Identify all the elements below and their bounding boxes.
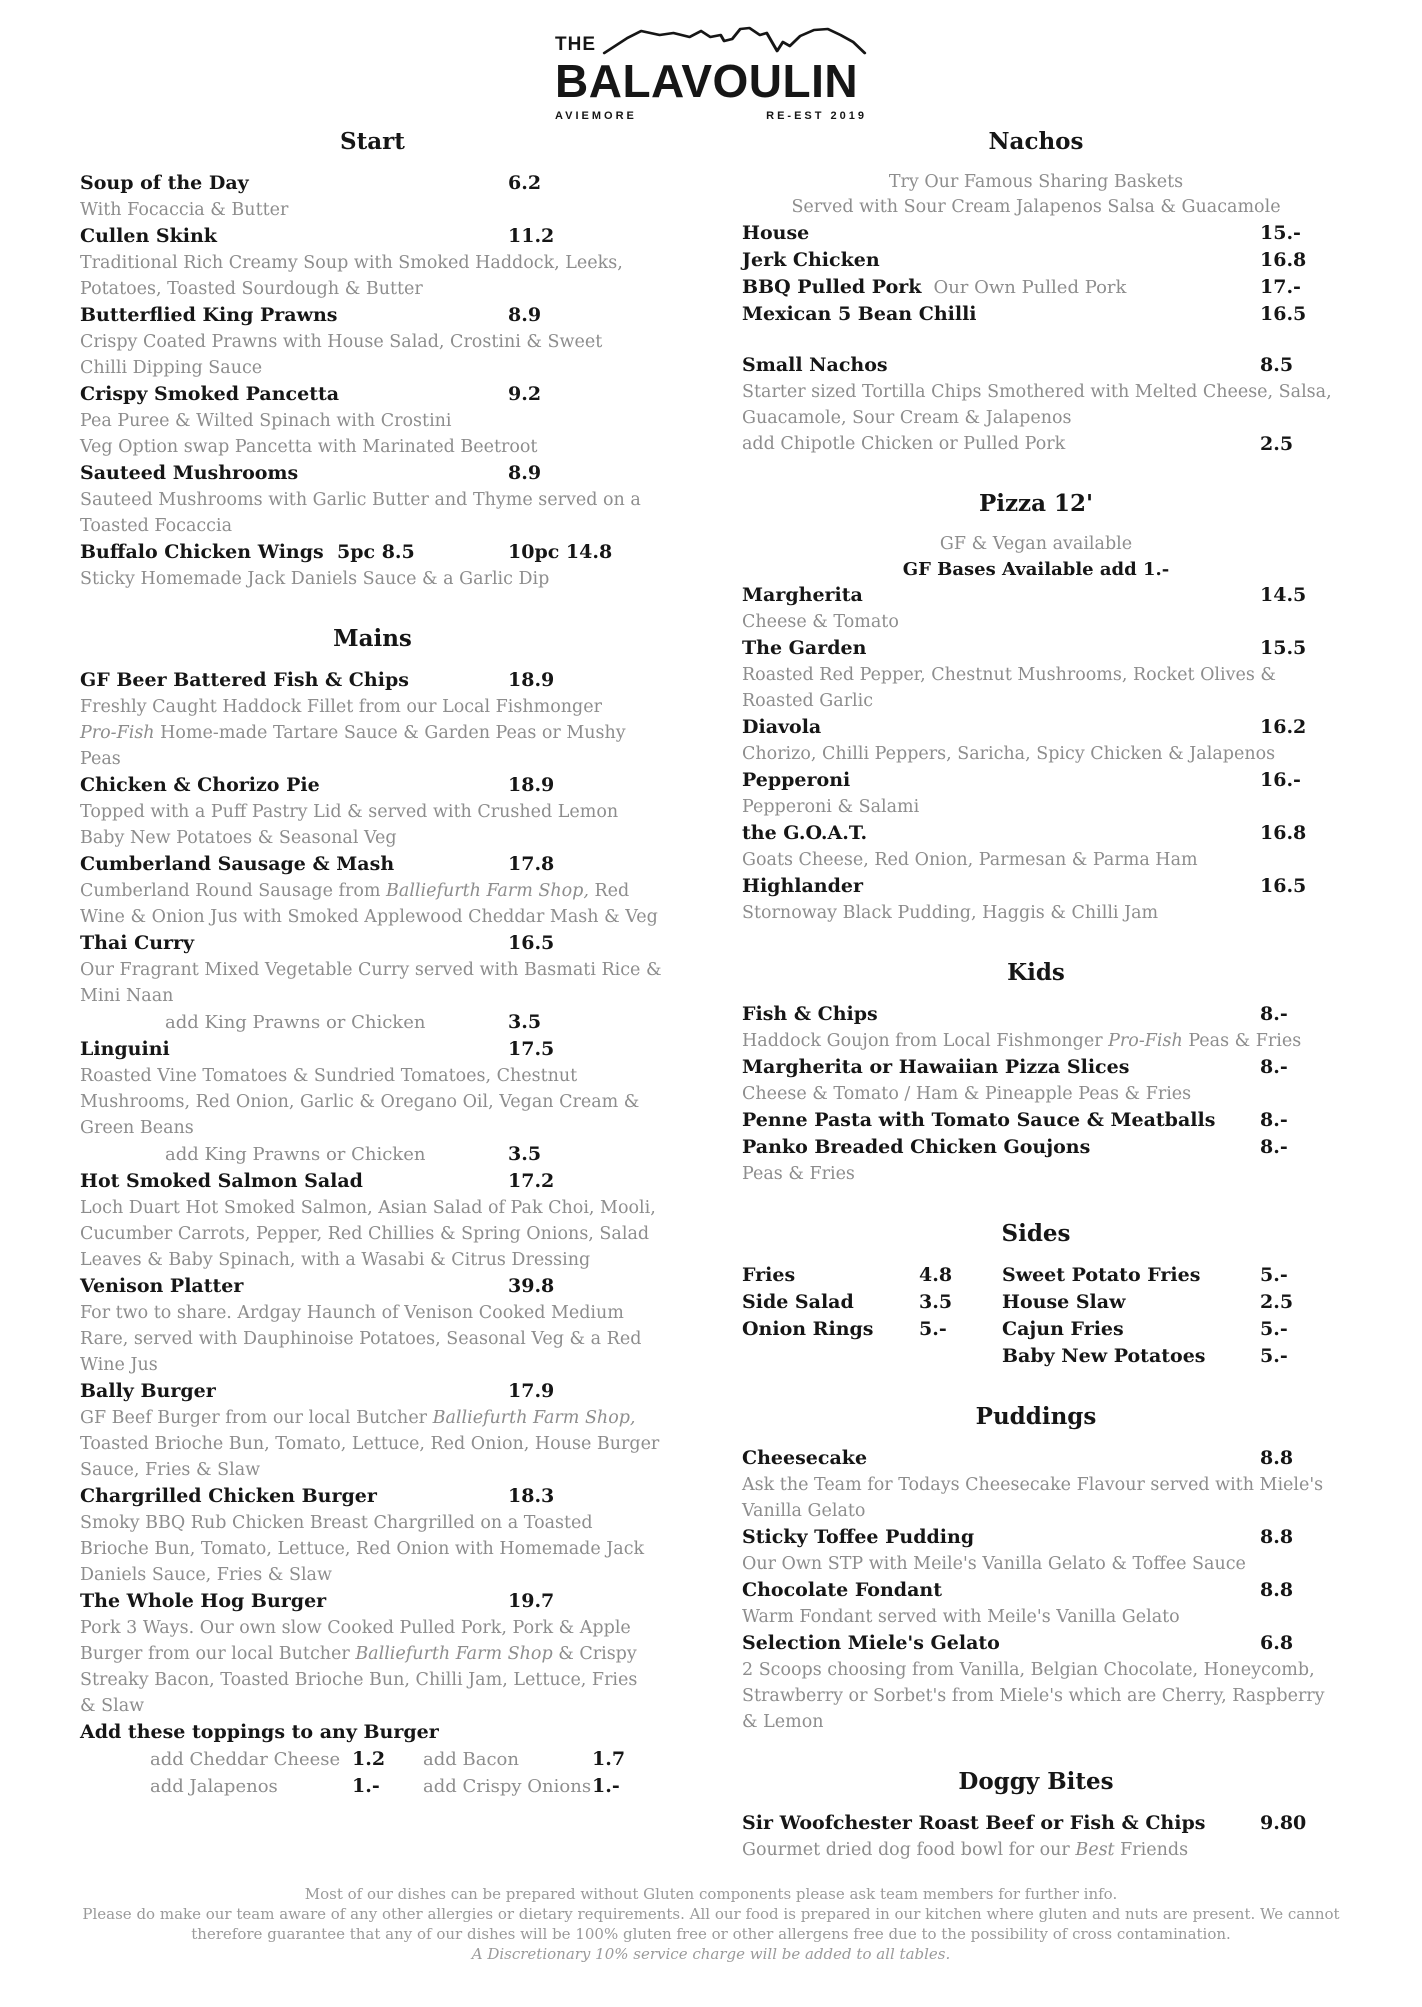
menu-item-row: [80, 667, 665, 694]
menu-item-row: [742, 1134, 1330, 1161]
menu-item-row: [742, 274, 1330, 301]
menu-item-row: [742, 301, 1330, 328]
footer-service-charge-line: A Discretionary 10% service charge will be added to all tables.: [471, 1945, 951, 1963]
menu-item-desc: Vanilla Gelato: [742, 1501, 866, 1521]
menu-item-desc: Peas & Fries: [742, 1164, 855, 1184]
menu-item-desc: Our Fragrant Mixed Vegetable Curry served with Basmati Rice &: [80, 960, 662, 980]
addon-item: [80, 1009, 665, 1036]
menu-item-desc: Mini Naan: [80, 986, 174, 1006]
menu-item-row: [742, 247, 1330, 274]
section-start: [80, 127, 665, 592]
menu-item-name: Penne Pasta with Tomato Sauce & Meatballs: [742, 1109, 1216, 1131]
menu-item-row: [80, 1483, 665, 1510]
side-name: House Slaw: [1002, 1291, 1126, 1313]
menu-item-name: Bally Burger: [80, 1380, 216, 1402]
menu-item-row: [80, 1168, 665, 1195]
menu-item-row: [80, 1588, 665, 1615]
section-title: Start: [340, 128, 405, 155]
menu-item-desc: Cheese & Tomato: [742, 612, 899, 632]
menu-item-price: 39.8: [508, 1275, 555, 1297]
menu-item-name: Thai Curry: [80, 932, 195, 954]
topping-price: 1.-: [352, 1775, 380, 1797]
menu-item-row: [80, 851, 665, 878]
menu-item-row: [80, 223, 665, 250]
menu-item-desc: Freshly Caught Haddock Fillet from our Local Fishmonger: [80, 697, 602, 717]
menu-item-name: Soup of the Day: [80, 172, 249, 194]
menu-item-desc: Rare, served with Dauphinoise Potatoes, Seasonal Veg & a Red: [80, 1329, 642, 1349]
menu-item-desc: Traditional Rich Creamy Soup with Smoked Haddock, Leeks,: [80, 253, 623, 273]
mountain-ridge-icon: [602, 26, 867, 56]
sides-row: [742, 1343, 1330, 1370]
menu-item-row: [80, 460, 665, 487]
menu-item-desc: Streaky Bacon, Toasted Brioche Bun, Chilli Jam, Lettuce, Fries: [80, 1670, 638, 1690]
menu-item-desc: Smoky BBQ Rub Chicken Breast Chargrilled on a Toasted: [80, 1513, 593, 1533]
menu-item-name: Cheesecake: [742, 1447, 868, 1469]
menu-item-name: Pepperoni: [742, 769, 851, 791]
side-price: 5.-: [1260, 1345, 1288, 1367]
menu-item-desc: Leaves & Baby Spinach, with a Wasabi & Citrus Dressing: [80, 1250, 591, 1270]
menu-item-name: Diavola: [742, 716, 822, 738]
menu-item-name: Chargrilled Chicken Burger: [80, 1485, 377, 1507]
side-price: 2.5: [1260, 1291, 1294, 1313]
topping-name: add Crispy Onions: [423, 1776, 592, 1797]
menu-item-price: 17.-: [1260, 276, 1301, 298]
menu-item-row: [742, 220, 1330, 247]
menu-item-desc: Chorizo, Chilli Peppers, Saricha, Spicy Chicken & Jalapenos: [742, 744, 1276, 764]
menu-item-price: 9.2: [508, 383, 542, 405]
footer-line: Most of our dishes can be prepared without Gluten components please ask team members for further info.: [304, 1885, 1118, 1903]
menu-item-desc: For two to share. Ardgay Haunch of Venison Cooked Medium: [80, 1303, 624, 1323]
menu-item-price: 16.5: [1260, 875, 1307, 897]
menu-item-desc: Wine Jus: [80, 1355, 158, 1375]
menu-item-row: [742, 1577, 1330, 1604]
side-name: Cajun Fries: [1002, 1318, 1124, 1340]
sides-row: [742, 1289, 1330, 1316]
menu-item-price: 6.8: [1260, 1632, 1294, 1654]
menu-item-row: [742, 1107, 1330, 1134]
toppings-row: [80, 1746, 665, 1773]
section-title: Mains: [333, 625, 412, 652]
logo-established: RE-EST 2019: [766, 110, 867, 122]
menu-item-desc: Green Beans: [80, 1118, 194, 1138]
menu-item-desc: Guacamole, Sour Cream & Jalapenos: [742, 408, 1072, 428]
menu-item-price: 8.8: [1260, 1447, 1294, 1469]
menu-item-name: Chicken & Chorizo Pie: [80, 774, 320, 796]
menu-item-desc: Topped with a Puff Pastry Lid & served with Crushed Lemon: [80, 802, 619, 822]
menu-item-price-small: 5pc 8.5: [337, 541, 415, 563]
menu-item-desc: Chilli Dipping Sauce: [80, 358, 263, 378]
side-price: 5.-: [1260, 1264, 1288, 1286]
menu-item-desc: 2 Scoops choosing from Vanilla, Belgian Chocolate, Honeycomb,: [742, 1660, 1315, 1680]
section-subtitle: GF & Vegan available: [939, 534, 1133, 554]
section-title: Doggy Bites: [958, 1768, 1114, 1795]
menu-item-name: Highlander: [742, 875, 863, 897]
right-column: [742, 127, 1330, 1863]
section-subtitle: Try Our Famous Sharing Baskets: [888, 172, 1184, 192]
section-title: Kids: [1007, 959, 1065, 986]
menu-item-row: [742, 1001, 1330, 1028]
menu-item-row: [80, 1273, 665, 1300]
side-name: Fries: [742, 1264, 796, 1286]
menu-item-price: 17.5: [508, 1038, 555, 1060]
menu-item-price: 8.8: [1260, 1579, 1294, 1601]
menu-item-row: [742, 714, 1330, 741]
menu-item-desc: Cucumber Carrots, Pepper, Red Chillies & Spring Onions, Salad: [80, 1224, 650, 1244]
toppings-row: [80, 1773, 665, 1800]
menu-item-desc: GF Beef Burger from our local Butcher Balliefurth Farm Shop,: [80, 1408, 636, 1428]
topping-name: add Jalapenos: [150, 1776, 278, 1797]
menu-item-row: [80, 1036, 665, 1063]
section-title: Sides: [1001, 1220, 1071, 1247]
menu-item-price: 19.7: [508, 1590, 555, 1612]
menu-item-row: [742, 873, 1330, 900]
menu-item-name: The Garden: [742, 637, 867, 659]
menu-item-desc: Sauteed Mushrooms with Garlic Butter and Thyme served on a: [80, 490, 641, 510]
menu-item-name: Margherita or Hawaiian Pizza Slices: [742, 1056, 1130, 1078]
menu-item-desc: Roasted Vine Tomatoes & Sundried Tomatoes, Chestnut: [80, 1066, 578, 1086]
section-subtitle: GF Bases Available add 1.-: [902, 559, 1170, 580]
section-nachos: [742, 127, 1330, 457]
topping-price: 1.7: [592, 1748, 626, 1770]
menu-item-desc: Cumberland Round Sausage from Balliefurth Farm Shop, Red: [80, 881, 630, 901]
menu-item-desc: Roasted Garlic: [742, 691, 874, 711]
topping-price: 1.-: [592, 1775, 620, 1797]
section-title: Nachos: [988, 128, 1084, 155]
menu-item-desc: Roasted Red Pepper, Chestnut Mushrooms, Rocket Olives &: [742, 665, 1276, 685]
addon-item: [742, 431, 1330, 457]
menu-item-desc: Sticky Homemade Jack Daniels Sauce & a Garlic Dip: [80, 569, 550, 589]
menu-item-desc: Daniels Sauce, Fries & Slaw: [80, 1565, 332, 1585]
side-price: 5.-: [919, 1318, 947, 1340]
addon-price: 3.5: [508, 1143, 542, 1165]
menu-item-price: 16.2: [1260, 716, 1307, 738]
menu-item-row: [742, 635, 1330, 662]
menu-item-desc: Brioche Bun, Tomato, Lettuce, Red Onion with Homemade Jack: [80, 1539, 645, 1559]
menu-item-desc: Baby New Potatoes & Seasonal Veg: [80, 828, 397, 848]
menu-item-row: [742, 1445, 1330, 1472]
menu-item-row: [80, 930, 665, 957]
menu-item-name: GF Beer Battered Fish & Chips: [80, 669, 409, 691]
menu-item-row: [80, 302, 665, 329]
menu-item-desc: With Focaccia & Butter: [80, 200, 289, 220]
section-puddings: [742, 1402, 1330, 1735]
menu-item-price: 8.9: [508, 462, 542, 484]
menu-item-name: Cullen Skink: [80, 225, 217, 247]
menu-item-name: Mexican 5 Bean Chilli: [742, 303, 977, 325]
menu-item-price: 16.8: [1260, 249, 1307, 271]
side-name: Baby New Potatoes: [1002, 1345, 1206, 1367]
menu-item-row: [742, 1630, 1330, 1657]
menu-item-price: 11.2: [508, 225, 555, 247]
menu-item-price: 17.2: [508, 1170, 555, 1192]
menu-item-name: House: [742, 222, 810, 244]
logo-top: [555, 22, 867, 56]
menu-item-desc: Haddock Goujon from Local Fishmonger Pro-Fish Peas & Fries: [742, 1031, 1302, 1051]
menu-item-name: Panko Breaded Chicken Goujons: [742, 1136, 1091, 1158]
menu-item-desc: & Slaw: [80, 1696, 145, 1716]
sides-row: [742, 1262, 1330, 1289]
menu-item-price: 8.5: [1260, 354, 1294, 376]
addon-name: add King Prawns or Chicken: [165, 1144, 426, 1165]
menu-item-price: 16.5: [508, 932, 555, 954]
side-name: Sweet Potato Fries: [1002, 1264, 1201, 1286]
menu-item-desc: Starter sized Tortilla Chips Smothered with Melted Cheese, Salsa,: [742, 382, 1332, 402]
menu-item-name: Chocolate Fondant: [742, 1579, 942, 1601]
menu-item-name: Buffalo Chicken Wings: [80, 541, 324, 563]
menu-item-name: the G.O.A.T.: [742, 822, 868, 844]
menu-item-price: 8.9: [508, 304, 542, 326]
footer-line: therefore guarantee that any of our dishes will be 100% gluten free or other allergens free due to the possibility of cross contamination.: [191, 1925, 1231, 1943]
menu-item-row: [742, 1810, 1330, 1837]
menu-item-name: Sticky Toffee Pudding: [742, 1526, 975, 1548]
footer: [0, 1884, 1422, 1964]
menu-item-desc: Ask the Team for Todays Cheesecake Flavour served with Miele's: [742, 1475, 1324, 1495]
addon-name: add Chipotle Chicken or Pulled Pork: [742, 434, 1066, 454]
menu-item-price: 16.8: [1260, 822, 1307, 844]
logo-subline: [555, 110, 867, 122]
menu-item-desc: Goats Cheese, Red Onion, Parmesan & Parma Ham: [742, 850, 1198, 870]
addon-price: 3.5: [508, 1011, 542, 1033]
menu-item-desc: Sauce, Fries & Slaw: [80, 1460, 261, 1480]
menu-item-desc: Pro-Fish Home-made Tartare Sauce & Garden Peas or Mushy: [80, 723, 626, 743]
menu-item-desc: Mushrooms, Red Onion, Garlic & Oregano Oil, Vegan Cream &: [80, 1092, 640, 1112]
menu-item-row: [742, 1054, 1330, 1081]
menu-item-price: 8.-: [1260, 1136, 1288, 1158]
topping-name: add Cheddar Cheese: [150, 1749, 341, 1770]
menu-item-price: 16.-: [1260, 769, 1301, 791]
menu-item-desc: Crispy Coated Prawns with House Salad, Crostini & Sweet: [80, 332, 603, 352]
menu-item-price: 6.2: [508, 172, 542, 194]
footer-line: Please do make our team aware of any other allergies or dietary requirements. All our food is prepared in our kitchen where gluten and nuts are present. We cannot: [82, 1905, 1340, 1923]
menu-item-price: 15.-: [1260, 222, 1301, 244]
menu-item-desc: Stornoway Black Pudding, Haggis & Chilli Jam: [742, 903, 1159, 923]
logo-the: THE: [555, 34, 596, 55]
menu-item-row: [742, 352, 1330, 379]
menu-item-row: [80, 381, 665, 408]
toppings-header: Add these toppings to any Burger: [80, 1721, 439, 1743]
logo-location: AVIEMORE: [555, 110, 637, 122]
menu-item-price: 8.-: [1260, 1056, 1288, 1078]
side-name: Onion Rings: [742, 1318, 874, 1340]
menu-item-desc: Pepperoni & Salami: [742, 797, 920, 817]
menu-item-name: Margherita: [742, 584, 863, 606]
menu-item-note: Our Own Pulled Pork: [933, 277, 1127, 298]
section-sides: [742, 1219, 1330, 1370]
menu-item-desc: Strawberry or Sorbet's from Miele's which are Cherry, Raspberry: [742, 1686, 1325, 1706]
menu-item-desc: Loch Duart Hot Smoked Salmon, Asian Salad of Pak Choi, Mooli,: [80, 1198, 656, 1218]
menu-item-desc: Potatoes, Toasted Sourdough & Butter: [80, 279, 423, 299]
topping-name: add Bacon: [423, 1749, 519, 1770]
menu-item-name: Fish & Chips: [742, 1003, 878, 1025]
menu-item-desc: Warm Fondant served with Meile's Vanilla Gelato: [742, 1607, 1180, 1627]
menu-item-name: Selection Miele's Gelato: [742, 1632, 1000, 1654]
menu-item-price: 17.9: [508, 1380, 555, 1402]
menu-item-desc: Toasted Brioche Bun, Tomato, Lettuce, Red Onion, House Burger: [80, 1434, 660, 1454]
menu-item-row: [80, 170, 665, 197]
menu-item-name: Hot Smoked Salmon Salad: [80, 1170, 363, 1192]
spacer: [742, 328, 1330, 352]
menu-item-price: 8.8: [1260, 1526, 1294, 1548]
menu-item-desc: Peas: [80, 749, 121, 769]
menu-item-desc: Veg Option swap Pancetta with Marinated Beetroot: [80, 437, 538, 457]
menu-item-price: 14.5: [1260, 584, 1307, 606]
menu-item-name: Venison Platter: [80, 1275, 244, 1297]
menu-item-desc: Gourmet dried dog food bowl for our Best Friends: [742, 1840, 1189, 1860]
menu-item-price: 9.80: [1260, 1812, 1307, 1834]
section-title: Puddings: [975, 1403, 1097, 1430]
menu-item-row: [742, 767, 1330, 794]
menu-item-name: Linguini: [80, 1038, 170, 1060]
menu-item-price: 18.9: [508, 774, 555, 796]
menu-item-price: 17.8: [508, 853, 555, 875]
side-name: Side Salad: [742, 1291, 854, 1313]
menu-item-price: 16.5: [1260, 303, 1307, 325]
menu-item-row: [742, 1524, 1330, 1551]
section-pizza-12-: [742, 489, 1330, 926]
menu-item-name: BBQ Pulled Pork: [742, 276, 922, 298]
restaurant-logo: [555, 22, 867, 122]
menu-item-desc: Cheese & Tomato / Ham & Pineapple Peas & Fries: [742, 1084, 1192, 1104]
sides-row: [742, 1316, 1330, 1343]
menu-item-row: [80, 539, 665, 566]
side-price: 3.5: [919, 1291, 953, 1313]
menu-item-row: [80, 1378, 665, 1405]
menu-item-name: Butterflied King Prawns: [80, 304, 338, 326]
menu-item-price: 18.3: [508, 1485, 555, 1507]
menu-item-name: Crispy Smoked Pancetta: [80, 383, 340, 405]
topping-price: 1.2: [352, 1748, 386, 1770]
menu-item-price: 18.9: [508, 669, 555, 691]
section-mains: [80, 624, 665, 1800]
menu-item-name: Small Nachos: [742, 354, 888, 376]
menu-item-desc: Toasted Focaccia: [80, 516, 233, 536]
section-subtitle: Served with Sour Cream Jalapenos Salsa & Guacamole: [791, 197, 1281, 217]
menu-item-name: Cumberland Sausage & Mash: [80, 853, 395, 875]
menu-item-row: [80, 772, 665, 799]
side-price: 5.-: [1260, 1318, 1288, 1340]
menu-item-name: Sauteed Mushrooms: [80, 462, 299, 484]
menu-item-desc: Pea Puree & Wilted Spinach with Crostini: [80, 411, 452, 431]
addon-item: [80, 1141, 665, 1168]
menu-item-desc: Burger from our local Butcher Balliefurth Farm Shop & Crispy: [80, 1644, 637, 1664]
menu-item-name: Sir Woofchester Roast Beef or Fish & Chips: [742, 1812, 1206, 1834]
menu-item-desc: Wine & Onion Jus with Smoked Applewood Cheddar Mash & Veg: [80, 907, 658, 927]
logo-name: BALAVOULIN: [555, 55, 859, 107]
menu-item-row: [742, 582, 1330, 609]
menu-item-name: The Whole Hog Burger: [80, 1590, 327, 1612]
addon-name: add King Prawns or Chicken: [165, 1012, 426, 1033]
menu-item-price: 15.5: [1260, 637, 1307, 659]
section-kids: [742, 958, 1330, 1187]
addon-price: 2.5: [1260, 433, 1294, 455]
left-column: [80, 127, 665, 1800]
section-title: Pizza 12': [978, 490, 1094, 517]
menu-item-desc: & Lemon: [742, 1712, 824, 1732]
side-price: 4.8: [919, 1264, 953, 1286]
menu-item-row: [742, 820, 1330, 847]
menu-item-desc: Pork 3 Ways. Our own slow Cooked Pulled Pork, Pork & Apple: [80, 1618, 631, 1638]
menu-item-desc: Our Own STP with Meile's Vanilla Gelato & Toffee Sauce: [742, 1554, 1246, 1574]
menu-item-price: 8.-: [1260, 1109, 1288, 1131]
menu-item-name: Jerk Chicken: [742, 249, 880, 271]
section-doggy-bites: [742, 1767, 1330, 1863]
menu-item-price: 8.-: [1260, 1003, 1288, 1025]
menu-item-price: 10pc 14.8: [508, 541, 613, 563]
